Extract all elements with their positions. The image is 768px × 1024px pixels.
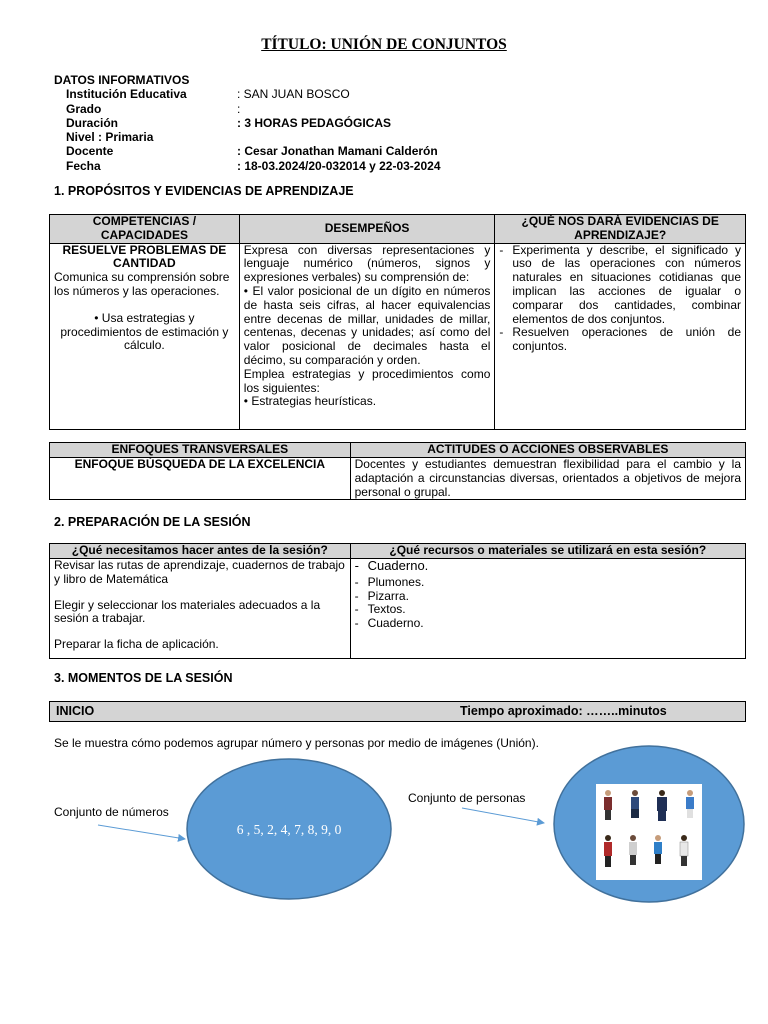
arrow-numeros: [98, 825, 185, 839]
list-item: - Experimenta y describe, el significado y uso de las operaciones con números naturales en situaciones cotidianas que implican las acciones de igualar o comparar dos cantidades, combinar elementos de dos conjuntos.: [499, 242, 741, 326]
datos-header: DATOS INFORMATIVOS: [54, 73, 190, 87]
conjunto-numeros-contenido: 6 , 5, 2, 4, 7, 8, 9, 0: [236, 822, 342, 837]
conjunto-numeros-label: Conjunto de números: [54, 805, 169, 819]
arrow-personas: [462, 808, 544, 823]
datos-row: Nivel : Primaria: [66, 130, 154, 145]
datos-row: Institución Educativa : SAN JUAN BOSCO: [66, 87, 350, 102]
header-recursos: ¿Qué recursos o materiales se utilizará en esta sesión?: [350, 544, 745, 559]
header-enfoques: ENFOQUES TRANSVERSALES: [50, 443, 351, 458]
page-title: TÍTULO: UNIÓN DE CONJUNTOS: [261, 36, 507, 53]
datos-row: Duración : 3 HORAS PEDAGÓGICAS: [66, 115, 392, 130]
list-item: - Textos.: [354, 602, 406, 617]
desempeno-text: • Estrategias heurísticas.: [243, 394, 377, 409]
actitud-cell: Docentes y estudiantes demuestran flexibilidad para el cambio y la adaptación a circunstancias diversas, orientados a objetivos de mejora personal o grupal.: [350, 458, 745, 500]
conjunto-personas-label: Conjunto de personas: [408, 791, 526, 805]
list-item: - Cuaderno.: [354, 616, 424, 631]
header-antes: ¿Qué necesitamos hacer antes de la sesión?: [50, 544, 351, 559]
antes-text: Revisar las rutas de aprendizaje, cuadernos de trabajo y libro de Matemática: [54, 558, 345, 586]
competencia-capacidad: • Usa estrategias y procedimientos de estimación y cálculo.: [60, 310, 229, 353]
desempeno-text: • El valor posicional de un dígito en números de hasta seis cifras, al hacer equivalencias entre decenas de millar, unidades de millar, centenas, decenas y unidades; así como del valor posicional de decimales hasta el décimo, su comparación y orden.: [243, 283, 491, 367]
tiempo-label: Tiempo aproximado: ……..minutos: [460, 704, 667, 718]
inicio-label: INICIO: [56, 704, 95, 718]
header-competencias: COMPETENCIAS / CAPACIDADES: [50, 215, 240, 244]
section-2-heading: 2. PREPARACIÓN DE LA SESIÓN: [54, 515, 251, 529]
header-desempenos: DESEMPEÑOS: [239, 215, 495, 244]
antes-text: Elegir y seleccionar los materiales adecuados a la sesión a trabajar.: [54, 597, 321, 626]
datos-row: Grado :: [66, 101, 241, 116]
list-item: - Plumones.: [354, 574, 425, 589]
datos-row: Fecha : 18-03.2024/20-032014 y 22-03-2024: [66, 158, 441, 173]
list-item: - Cuaderno.: [354, 558, 429, 573]
section-1-heading: 1. PROPÓSITOS Y EVIDENCIAS DE APRENDIZAJE: [54, 184, 354, 198]
list-item: - Pizarra.: [354, 588, 409, 603]
enfoque-cell: ENFOQUE BÚSQUEDA DE LA EXCELENCIA: [50, 458, 351, 500]
desempeno-text: Expresa con diversas representaciones y lenguaje numérico (números, signos y expresiones verbales) su comprensión de:: [243, 242, 491, 285]
desempeno-text: Emplea estrategias y procedimientos como los siguientes:: [243, 366, 491, 395]
intro-text: Se le muestra cómo podemos agrupar número y personas por medio de imágenes (Unión).: [54, 736, 539, 750]
competencia-title: RESUELVE PROBLEMAS DE CANTIDAD: [62, 242, 227, 271]
antes-text: Preparar la ficha de aplicación.: [54, 637, 219, 652]
section-3-heading: 3. MOMENTOS DE LA SESIÓN: [54, 671, 233, 685]
competencia-text: Comunica su comprensión sobre los números y las operaciones.: [54, 270, 230, 298]
list-item: - Resuelven operaciones de unión de conjuntos.: [499, 325, 741, 354]
datos-row: Docente : Cesar Jonathan Mamani Calderón: [66, 144, 438, 159]
header-evidencias: ¿QUÉ NOS DARÁ EVIDENCIAS DE APRENDIZAJE?: [495, 215, 746, 244]
header-actitudes: ACTITUDES O ACCIONES OBSERVABLES: [350, 443, 745, 458]
